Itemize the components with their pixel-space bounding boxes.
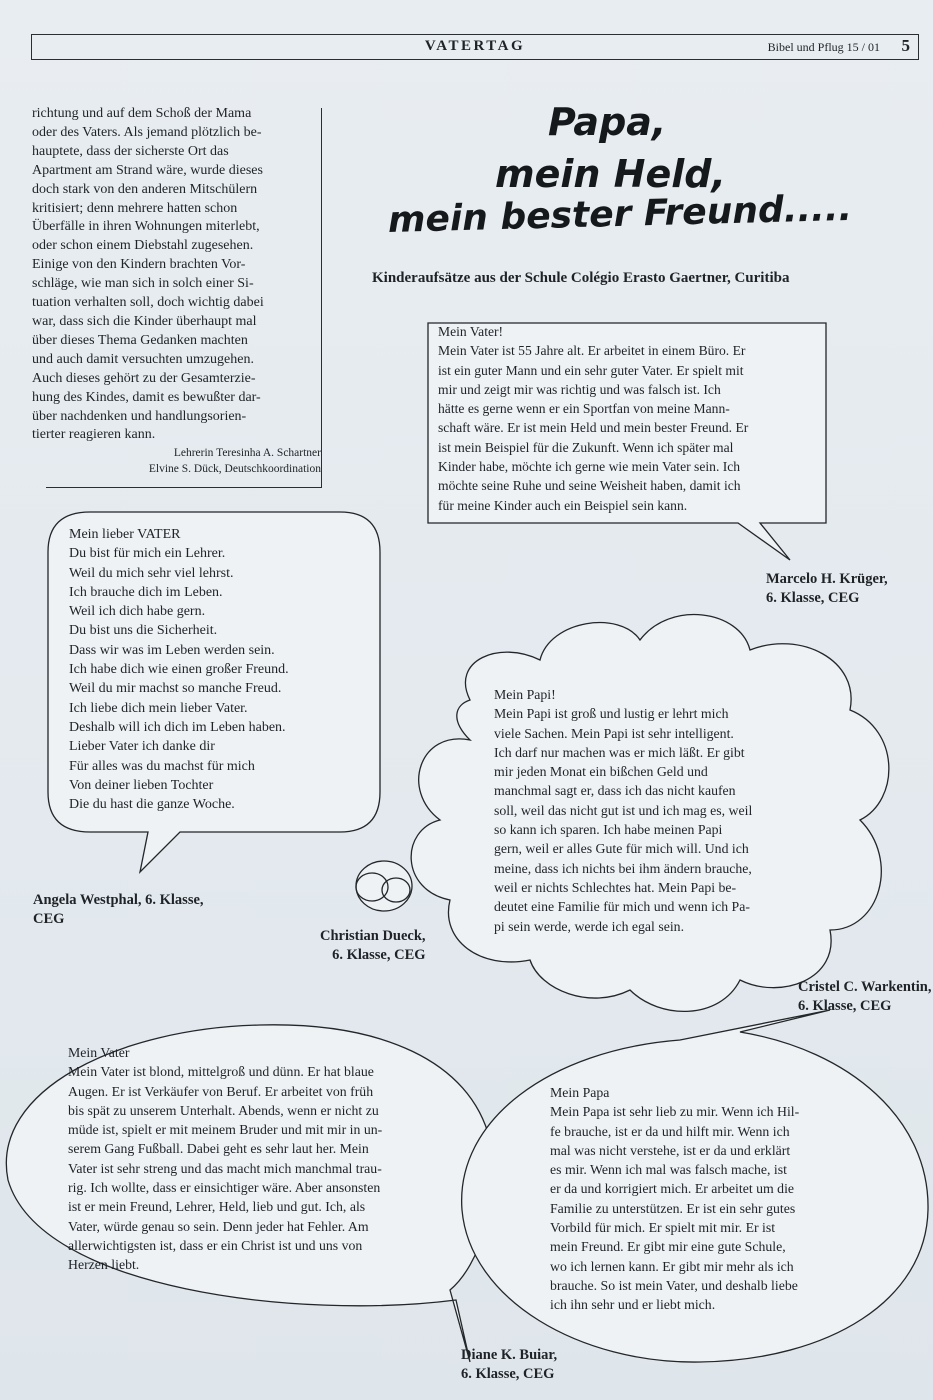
essay-line: Familie zu unterstützen. Er ist ein sehr gutes: [550, 1200, 796, 1216]
author-angela: [33, 891, 204, 929]
essay-line: Herzen liebt.: [68, 1257, 140, 1273]
poem-line: Weil du mir machst so manche Freud.: [69, 681, 282, 697]
essay-angela: [69, 525, 289, 814]
article-line: Überfälle in ihren Wohnungen miterlebt,: [32, 219, 260, 235]
article-line: doch stark von den anderen Mitschülern: [32, 181, 258, 197]
essay-line: pi sein werde, werde ich egal sein.: [494, 918, 685, 934]
essay-line: rig. Ich wollte, dass er einsichtiger wäre. Aber ansonsten: [68, 1180, 381, 1196]
essay-line: mir jeden Monat ein bißchen Geld und: [494, 764, 708, 780]
essay-line: mir und zeigt mir was richtig und was falsch ist. Ich: [438, 381, 721, 397]
author-marcelo: [766, 570, 888, 608]
essay-line: Ich darf nur machen was er mich läßt. Er gibt: [494, 744, 745, 760]
poem-line: Von deiner lieben Tochter: [69, 777, 214, 793]
poem-line: Für alles was du machst für mich: [69, 758, 255, 774]
poem-line: Lieber Vater ich danke dir: [69, 739, 215, 755]
essay-line: gern, weil er alles Gute für mich will. Und ich: [494, 841, 749, 857]
essay-line: Vater, würde genau so sein. Denn jeder hat Fehler. Am: [68, 1218, 369, 1234]
author-name: Angela Westphal, 6. Klasse,: [33, 892, 204, 908]
article-line: hauptete, dass der sicherste Ort das: [32, 143, 229, 159]
essay-line: schaft wäre. Er ist mein Held und mein bester Freund. Er: [438, 420, 749, 436]
essay-line: Mein Papa ist sehr lieb zu mir. Wenn ich Hil-: [550, 1104, 800, 1120]
essay-line: Mein Vater ist 55 Jahre alt. Er arbeitet in einem Büro. Er: [438, 343, 746, 359]
coordinator-signature: Elvine S. Dück, Deutschkoordination: [148, 463, 321, 475]
poem-line: Ich habe dich wie einen großer Freund.: [69, 662, 289, 678]
author-class: CEG: [33, 911, 65, 927]
article-line: Auch dieses gehört zu der Gesamterzie-: [32, 370, 256, 386]
author-name: Marcelo H. Krüger,: [766, 571, 888, 587]
title-line-1: Papa,: [548, 100, 667, 144]
essay-line: wo ich lernen kann. Er gibt mir mehr als ich: [550, 1258, 794, 1274]
essay-line: fe brauche, ist er da und hilft mir. Wenn ich: [550, 1123, 790, 1139]
essay-line: Vater ist sehr streng und das macht mich manchmal trau-: [68, 1160, 382, 1176]
essay-line: Mein Papi ist groß und lustig er lehrt mich: [494, 706, 729, 722]
essay-line: so kann ich sparen. Ich habe meinen Papi: [494, 822, 723, 838]
essay-line: möchte seine Ruhe und seine Weisheit haben, damit ich: [438, 478, 741, 494]
article-line: schläge, wie man sich in solch einer Si-: [32, 276, 254, 292]
poem-line: Du bist uns die Sicherheit.: [69, 623, 218, 639]
essay-line: allerwichtigsten ist, dass er ein Christ ist und uns von: [68, 1237, 363, 1253]
article-line: Einige von den Kindern brachten Vor-: [32, 257, 246, 273]
subtitle: Kinderaufsätze aus der Schule Colégio Erasto Gaertner, Curitiba: [372, 270, 790, 286]
essay-line: für meine Kinder auch ein Beispiel sein kann.: [438, 497, 688, 513]
essay-line: brauche. So ist mein Vater, und deshalb liebe: [550, 1277, 798, 1293]
essay-line: Mein Papi!: [494, 687, 556, 702]
essay-line: bis spät zu unserem Unterhalt. Abends, wenn er nicht zu: [68, 1102, 379, 1118]
essay-line: mal was nicht verstehe, ist er da und erklärt: [550, 1142, 791, 1158]
author-class: 6. Klasse, CEG: [461, 1366, 555, 1382]
author-diane: [461, 1346, 557, 1384]
essay-line: deutet eine Familie für mich und wenn ich Pa-: [494, 899, 750, 915]
essay-line: ist ein guter Mann und ein sehr guter Vater. Er spielt mit: [438, 362, 744, 378]
essay-line: es mir. Wenn ich mal was falsch mache, ist: [550, 1162, 787, 1178]
essay-line: manchmal sagt er, dass ich das nicht kaufen: [494, 783, 736, 799]
article-line: tuation verhalten soll, doch wichtig dabei: [32, 295, 264, 311]
poem-line: Die du hast die ganze Woche.: [69, 797, 235, 813]
essay-line: Mein Vater!: [438, 324, 504, 339]
article-line: oder schon einem Diebstahl zugesehen.: [32, 238, 254, 254]
essay-line: hätte es gerne wenn er ein Sportfan von meine Mann-: [438, 401, 730, 417]
article-line: richtung und auf dem Schoß der Mama: [32, 106, 252, 121]
author-class: 6. Klasse, CEG: [332, 947, 426, 963]
essay-line: ist mein Beispiel für die Zukunft. Wenn ich später mal: [438, 439, 734, 455]
essay-line: Mein Papa: [550, 1085, 610, 1100]
article-line: und auch damit versuchten umzugehen.: [32, 351, 254, 367]
author-name: Cristel C. Warkentin,: [798, 979, 932, 995]
essay-line: Augen. Er ist Verkäufer von Beruf. Er arbeitet von früh: [68, 1083, 374, 1099]
article-line: tierter reagieren kann.: [32, 427, 156, 443]
section-title: VATERTAG: [424, 38, 526, 54]
poem-line: Weil ich dich habe gern.: [69, 604, 206, 620]
essay-line: ich ihn sehr und er liebt mich.: [550, 1297, 716, 1313]
author-class: 6. Klasse, CEG: [798, 998, 892, 1014]
essay-line: soll, weil das nicht gut ist und ich mag es, weil: [494, 802, 753, 818]
essay-line: weil er nichts Schlechtes hat. Mein Papi be-: [494, 879, 737, 895]
essay-line: serem Gang Fußball. Dabei geht es sehr laut her. Mein: [68, 1141, 369, 1157]
author-name: Christian Dueck,: [320, 928, 426, 944]
article-line: Apartment am Strand wäre, wurde dieses: [32, 162, 263, 178]
teacher-signature: Lehrerin Teresinha A. Schartner: [173, 447, 321, 459]
author-cristel: [798, 978, 931, 1016]
essay-marcelo: [438, 322, 748, 515]
article-line: kritisiert; denn mehrere hatten schon: [32, 200, 238, 216]
essay-line: viele Sachen. Mein Papi ist sehr intelligent.: [494, 725, 734, 741]
article-line: hung des Kindes, damit es bewußter dar-: [32, 389, 261, 405]
essay-mein-papa: [550, 1083, 799, 1315]
poem-line: Ich liebe dich mein lieber Vater.: [69, 700, 248, 716]
poem-line: Dass wir was im Leben werden sein.: [69, 642, 275, 658]
author-christian: [320, 927, 426, 965]
essay-line: mein Freund. Er gibt mir eine gute Schule,: [550, 1239, 786, 1255]
article-line: über dieses Thema Gedanken machten: [32, 332, 248, 348]
title-line-2: mein Held,: [495, 152, 726, 196]
poem-line: Deshalb will ich dich im Leben haben.: [69, 719, 286, 735]
essay-line: müde ist, spielt er mit meinem Bruder und mit mir in un-: [68, 1122, 383, 1138]
essay-line: er da und korrigiert mich. Er arbeitet um die: [550, 1181, 795, 1197]
essay-christian: [494, 685, 752, 936]
thought-circle-large: [356, 861, 412, 911]
author-class: 6. Klasse, CEG: [766, 590, 860, 606]
title-line-3: mein bester Freund.....: [387, 187, 853, 241]
publication-issue: Bibel und Pflug 15 / 01: [767, 40, 880, 54]
article-line: über nachdenken und handlungsorien-: [32, 408, 247, 424]
essay-line: Vorbild für mich. Er spielt mit mir. Er ist: [550, 1220, 776, 1236]
essay-line: meine, dass ich nichts bei ihm ändern brauche,: [494, 860, 752, 876]
page-number: 5: [901, 36, 910, 55]
essay-line: ist er mein Freund, Lehrer, Held, lieb und gut. Ich, als: [68, 1199, 366, 1215]
essay-line: Mein Vater: [68, 1045, 130, 1060]
article-line: oder des Vaters. Als jemand plötzlich be-: [32, 124, 262, 140]
essay-diane: [68, 1043, 382, 1275]
poem-line: Du bist für mich ein Lehrer.: [69, 546, 226, 562]
essay-line: Kinder habe, möchte ich gerne wie mein Vater sein. Ich: [438, 459, 741, 475]
essay-line: Mein Vater ist blond, mittelgroß und dünn. Er hat blaue: [68, 1064, 374, 1080]
poem-line: Mein lieber VATER: [69, 527, 181, 542]
article-line: war, dass sich die Kinder überhaupt mal: [32, 313, 257, 329]
poem-line: Weil du mich sehr viel lehrst.: [69, 565, 234, 581]
author-name: Diane K. Buiar,: [461, 1347, 558, 1363]
poem-line: Ich brauche dich im Leben.: [69, 584, 223, 600]
